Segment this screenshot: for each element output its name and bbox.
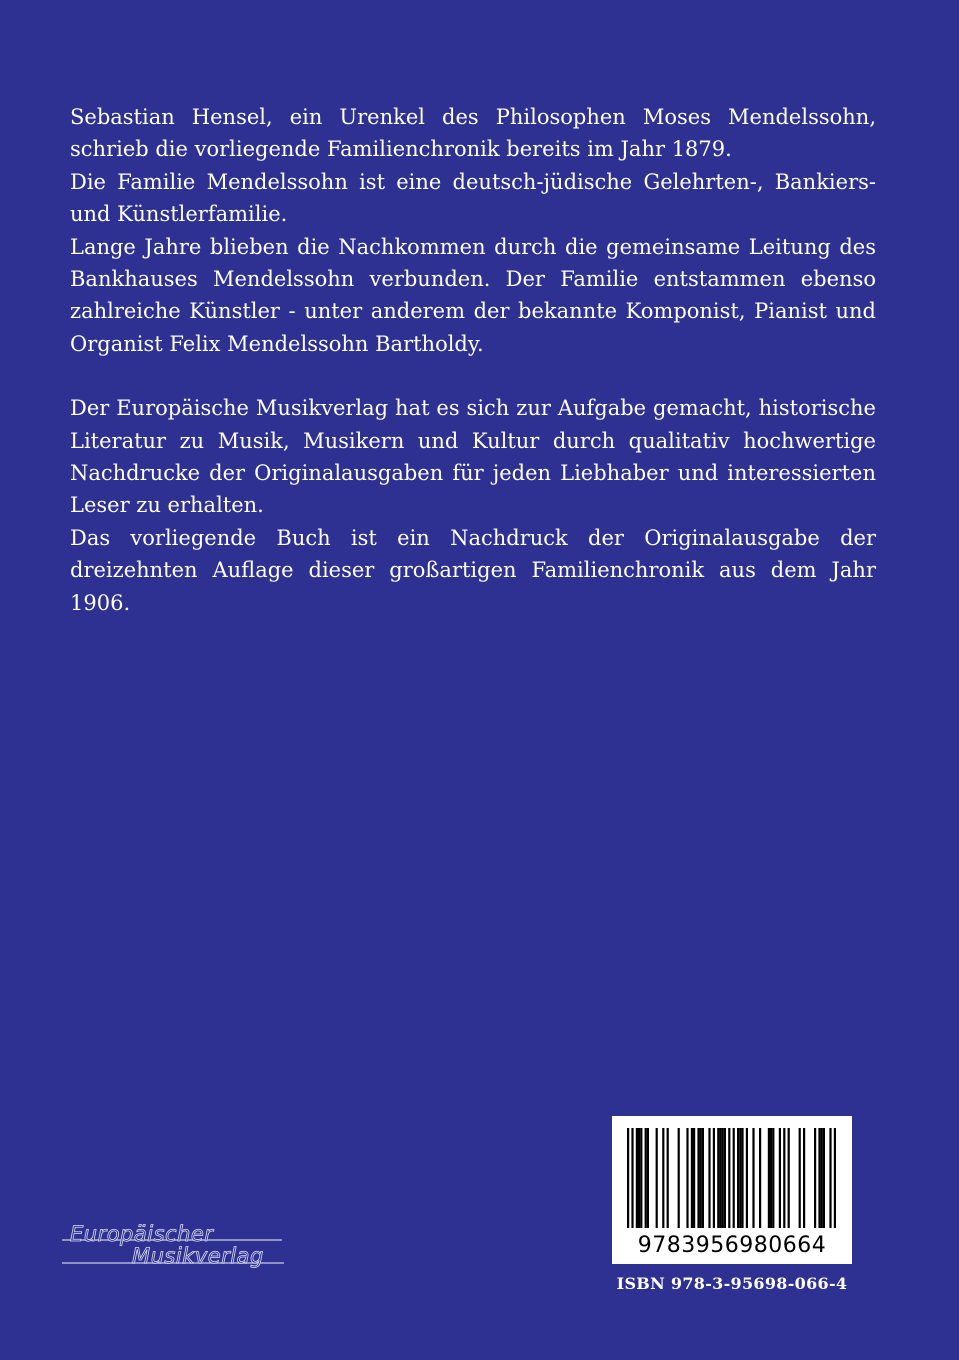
barcode-bar <box>779 1128 781 1228</box>
barcode-bar <box>759 1128 761 1228</box>
barcode-bar <box>717 1128 719 1228</box>
barcode-bar <box>728 1128 730 1228</box>
barcode-bar <box>708 1128 710 1228</box>
isbn-label: ISBN 978-3-95698-066-4 <box>616 1274 848 1293</box>
barcode-bar <box>686 1128 688 1228</box>
barcode-number: 9783956980664 <box>637 1233 827 1258</box>
blurb-text <box>70 101 876 619</box>
barcode-bar <box>645 1128 647 1228</box>
barcode-bar <box>691 1128 693 1228</box>
barcode-bar <box>702 1128 704 1228</box>
barcode-bar <box>638 1128 640 1228</box>
blurb-sentence: Die Familie Mendelssohn ist eine deutsch-jüdische Gelehrten-, Bankiers- und Künstlerfamilie. <box>70 169 876 227</box>
barcode-bar <box>640 1128 642 1228</box>
barcode-bar <box>834 1128 836 1228</box>
barcode-bar <box>829 1128 831 1228</box>
blurb-sentence: Lange Jahre blieben die Nachkommen durch die gemeinsame Leitung des Bankhauses Mendelssohn verbunden. Der Familie entstammen ebenso zahlreiche Künstler - unter anderem der bekannte Komponist, Pianist und Organist Felix Mendelssohn Bartholdy. <box>70 234 876 356</box>
barcode-bar <box>746 1128 748 1228</box>
barcode-bar <box>627 1128 629 1228</box>
barcode-bar <box>631 1128 633 1228</box>
barcode-bar <box>783 1128 785 1228</box>
barcode-bar <box>803 1128 805 1228</box>
barcode-bar <box>713 1128 715 1228</box>
blurb-sentence: Sebastian Hensel, ein Urenkel des Philosophen Moses Mendelssohn, schrieb die vorliegende Familienchronik bereits im Jahr 1879. <box>70 105 876 162</box>
barcode-bar <box>719 1128 721 1228</box>
barcode-bar <box>821 1128 823 1228</box>
publisher-logo <box>62 1222 290 1270</box>
barcode-bar <box>770 1128 772 1228</box>
barcode <box>612 1116 852 1264</box>
barcode-bar <box>700 1128 702 1228</box>
barcode-bar <box>799 1128 801 1228</box>
barcode-bar <box>739 1128 741 1228</box>
barcode-bar <box>678 1128 680 1228</box>
barcode-bar <box>741 1128 743 1228</box>
barcode-bar <box>693 1128 695 1228</box>
barcode-bar <box>656 1128 658 1228</box>
logo-line-2: Musikverlag <box>132 1244 264 1268</box>
barcode-bar <box>697 1128 699 1228</box>
barcode-bar <box>788 1128 790 1228</box>
logo-line-1: Europäischer <box>70 1222 214 1246</box>
barcode-bar <box>752 1128 754 1228</box>
barcode-bar <box>768 1128 770 1228</box>
barcode-bar <box>772 1128 774 1228</box>
blurb-sentence: Das vorliegende Buch ist ein Nachdruck der Originalausgabe der dreizehnten Auflage dieser großartigen Familienchronik aus dem Jahr 1906. <box>70 525 876 615</box>
barcode-bar <box>733 1128 735 1228</box>
barcode-bar <box>724 1128 726 1228</box>
barcode-bar <box>647 1128 649 1228</box>
barcode-bar <box>636 1128 638 1228</box>
barcode-bar <box>667 1128 669 1228</box>
barcode-bar <box>818 1128 820 1228</box>
barcode-bar <box>814 1128 816 1228</box>
barcode-bar <box>823 1128 825 1228</box>
barcode-bar <box>722 1128 724 1228</box>
barcode-bar <box>737 1128 739 1228</box>
barcode-bar <box>662 1128 664 1228</box>
blurb-sentence: Der Europäische Musikverlag hat es sich zur Aufgabe gemacht, historische Literatur zu Musik, Musikern und Kultur durch qualitativ hochwertige Nachdrucke der Originalausgaben für jeden Liebhaber und interessierten Leser zu erhalten. <box>70 396 876 518</box>
